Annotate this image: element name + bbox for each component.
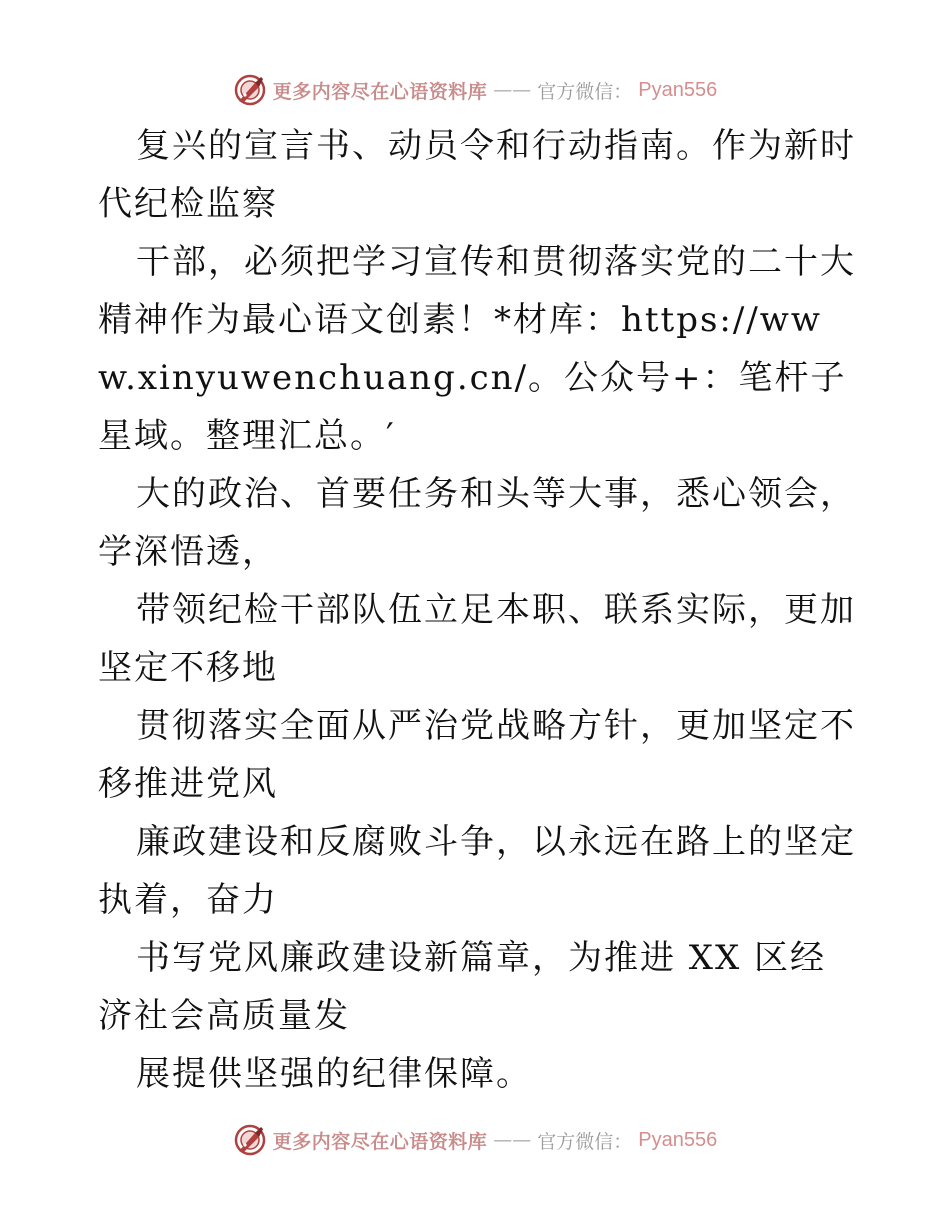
banner-brand-text: 更多内容尽在心语资料库 (272, 80, 488, 103)
paragraph: 复兴的宣言书、动员令和行动指南。作为新时代纪检监察 (98, 126, 856, 224)
header-banner (0, 70, 950, 110)
paragraph: 贯彻落实全面从严治党战略方针，更加坚定不移推进党风 (98, 706, 856, 804)
banner-wechat-label: 官方微信： (537, 1130, 633, 1153)
paragraph: 廉政建设和反腐败斗争，以永远在路上的坚定执着，奋力 (98, 822, 856, 920)
banner-separator: —— (493, 79, 532, 101)
banner-wechat-label: 官方微信： (537, 80, 633, 103)
paragraph: 展提供坚强的纪律保障。 (136, 1054, 532, 1094)
banner-wechat-id: Pyan556 (638, 1128, 718, 1151)
document-body (98, 117, 858, 1103)
banner-brand-text: 更多内容尽在心语资料库 (272, 1130, 488, 1153)
footer-banner (0, 1120, 950, 1160)
pen-nib-logo-icon (233, 1123, 267, 1157)
paragraph: 大的政治、首要任务和头等大事，悉心领会，学深悟透， (98, 474, 856, 572)
paragraph: 书写党风廉政建设新篇章，为推进 XX 区经济社会高质量发 (98, 938, 827, 1036)
banner-separator: —— (493, 1129, 532, 1151)
pen-nib-logo-icon (233, 73, 267, 107)
paragraph: 带领纪检干部队伍立足本职、联系实际，更加坚定不移地 (98, 590, 856, 688)
paragraph: 干部，必须把学习宣传和贯彻落实党的二十大精神作为最心语文创素！*材库：https://www.xinyuwenchuang.cn/。公众号+：笔杆子星域。整理汇总。′ (98, 242, 856, 456)
banner-wechat-id: Pyan556 (638, 78, 718, 101)
